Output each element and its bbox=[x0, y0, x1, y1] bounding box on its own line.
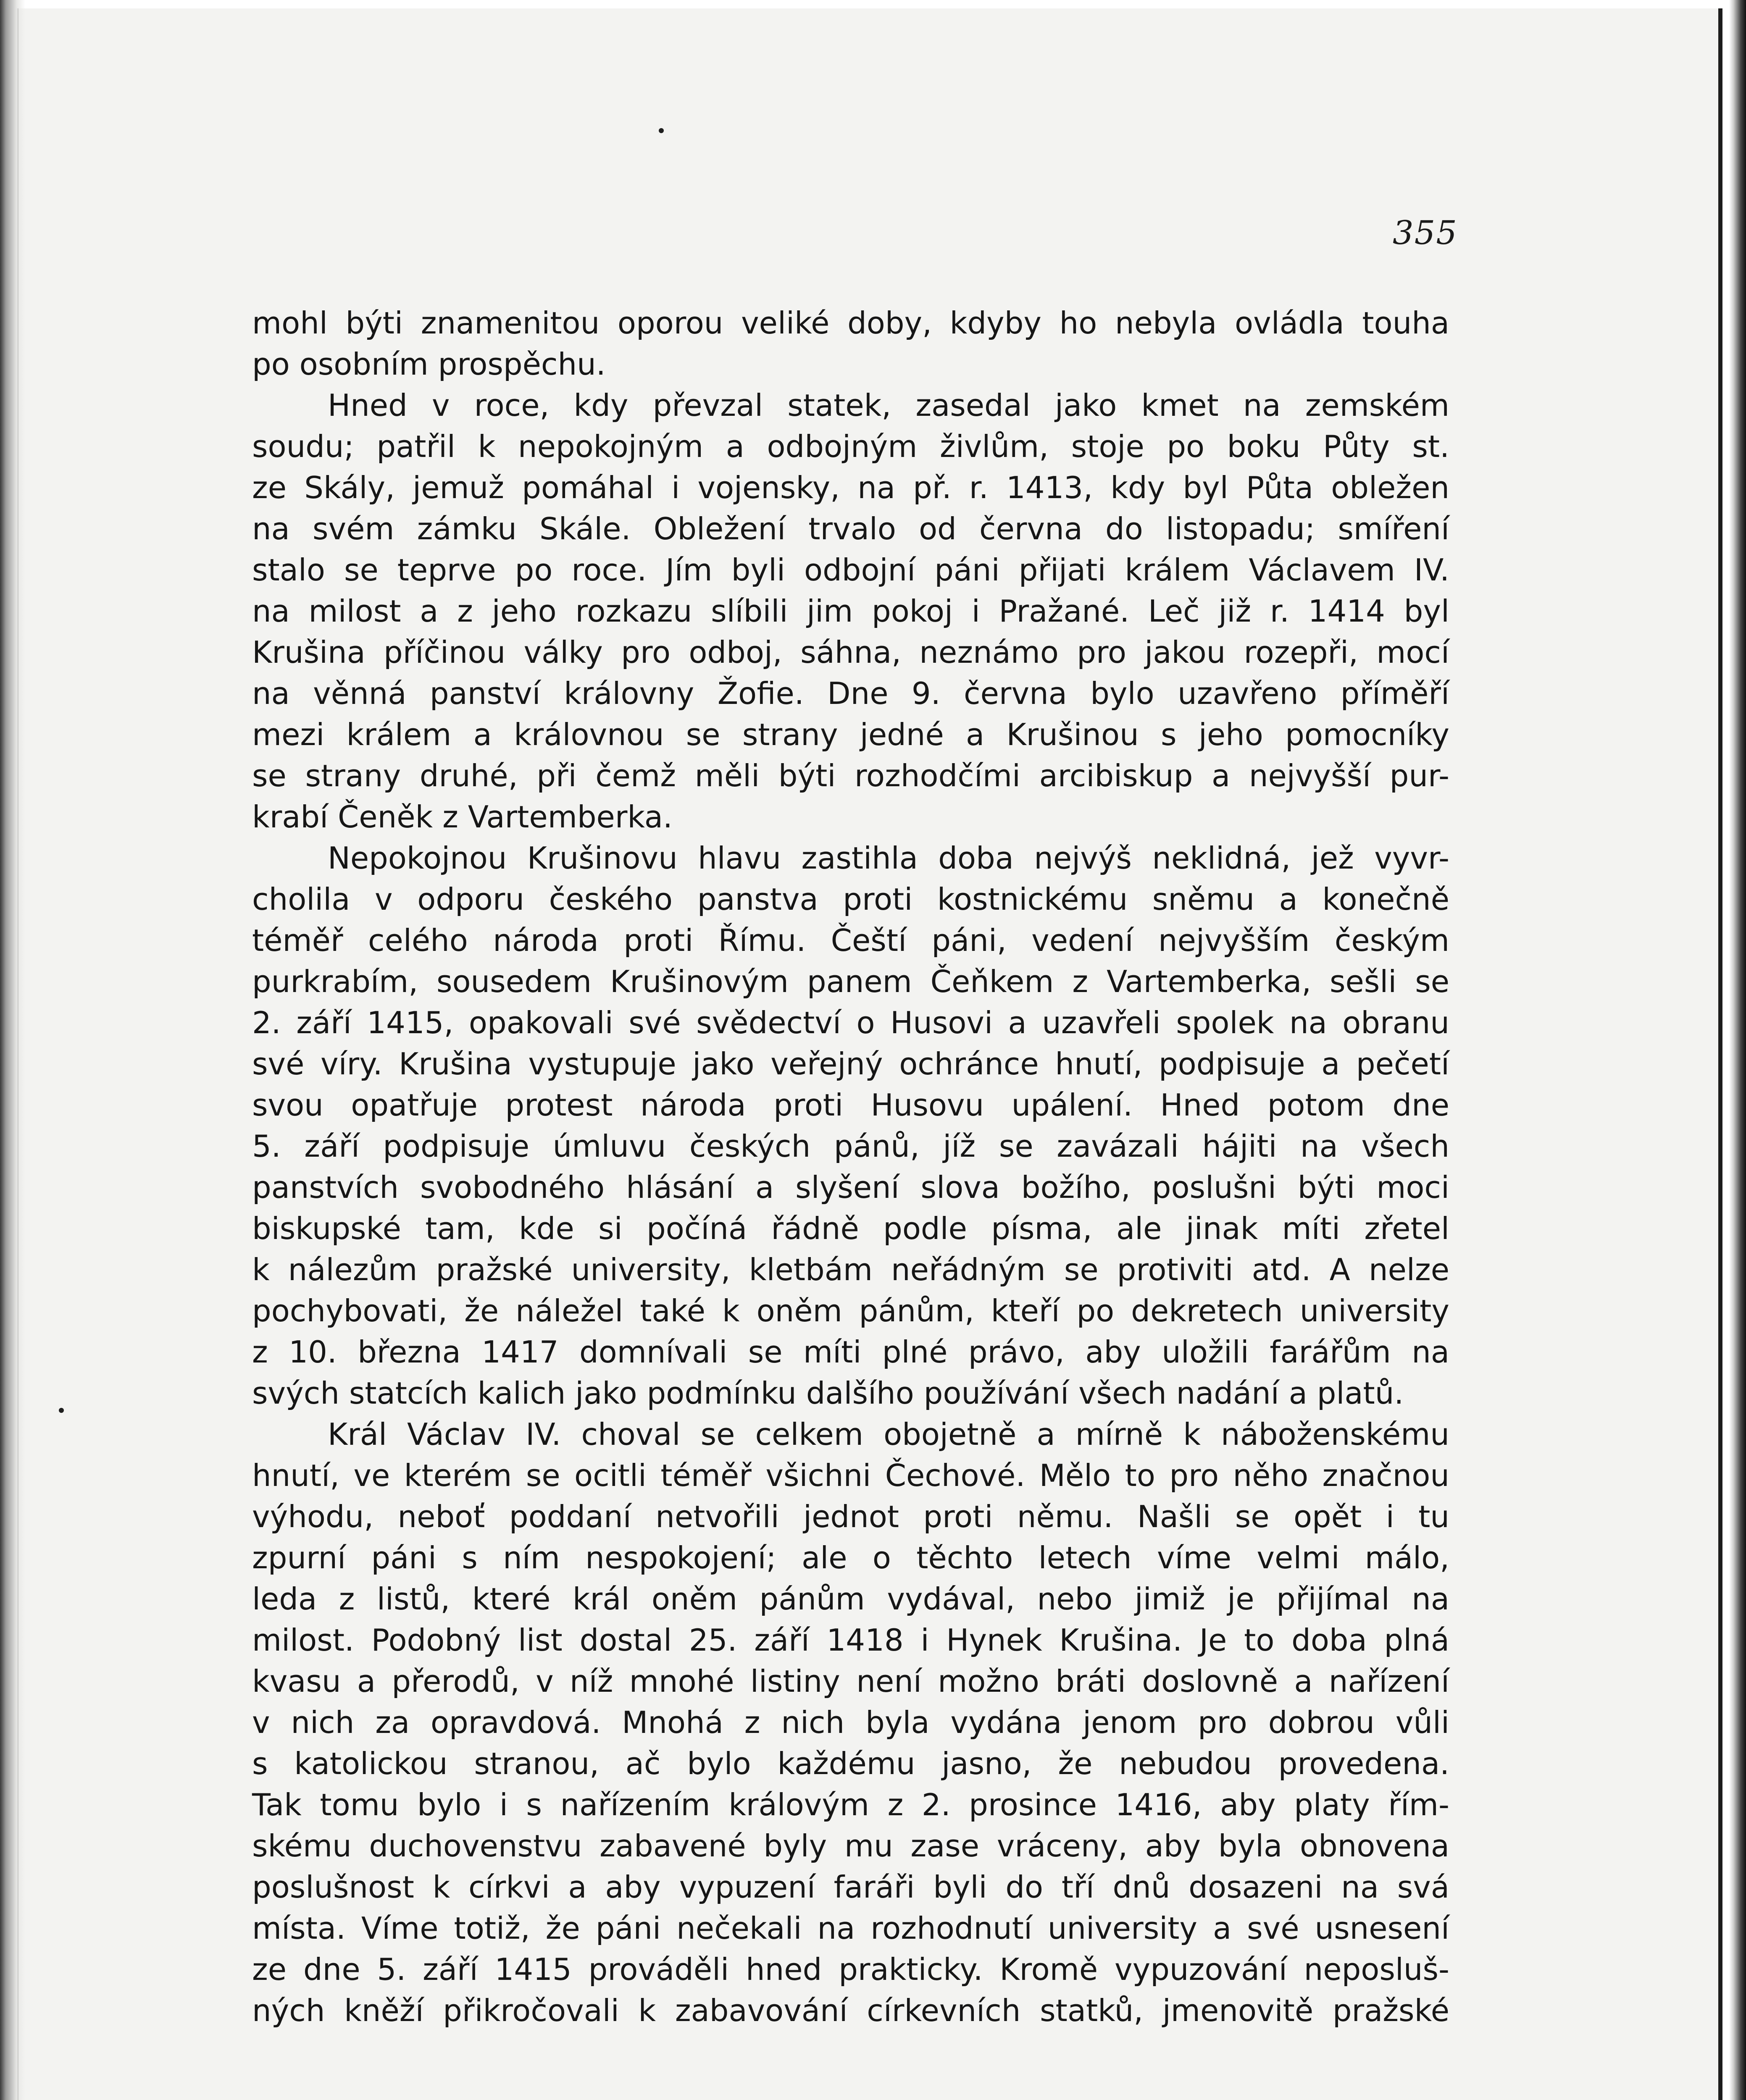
text-line: v nich za opravdová. Mnohá z nich byla vydána jenom pro dobrou vůli bbox=[252, 1705, 1449, 1740]
text-line: 2. září 1415, opakovali své svědectví o Husovi a uzavřeli spolek na obranu bbox=[252, 1005, 1449, 1040]
text-line: své víry. Krušina vystupuje jako veřejný ochránce hnutí, podpisuje a pečetí bbox=[252, 1046, 1449, 1082]
text-line: zpurní páni s ním nespokojení; ale o těchto letech víme velmi málo, bbox=[252, 1540, 1449, 1575]
text-line: po osobním prospěchu. bbox=[252, 346, 606, 382]
text-line: mohl býti znamenitou oporou veliké doby, kdyby ho nebyla ovládla touha bbox=[252, 305, 1449, 341]
text-line: poslušnost k církvi a aby vypuzení faráři byli do tří dnů dosazeni na svá bbox=[252, 1869, 1449, 1905]
text-line: 5. září podpisuje úmluvu českých pánů, jíž se zavázali hájiti na všech bbox=[252, 1129, 1449, 1164]
text-line: na věnná panství královny Žofie. Dne 9. června bylo uzavřeno příměří bbox=[252, 676, 1449, 711]
text-line: kvasu a přerodů, v níž mnohé listiny není možno bráti doslovně a nařízení bbox=[252, 1664, 1449, 1699]
body-text bbox=[252, 302, 1449, 2031]
paragraph-2 bbox=[252, 385, 1449, 837]
text-line: panstvích svobodného hlásání a slyšení slova božího, poslušni býti moci bbox=[252, 1170, 1449, 1205]
text-line: stalo se teprve po roce. Jím byli odbojní páni přijati králem Václavem IV. bbox=[252, 552, 1449, 588]
paragraph-1 bbox=[252, 302, 1449, 385]
text-line: mezi králem a královnou se strany jedné a Krušinou s jeho pomocníky bbox=[252, 717, 1449, 752]
text-line: místa. Víme totiž, že páni nečekali na rozhodnutí university a své usnesení bbox=[252, 1911, 1449, 1946]
text-line: Nepokojnou Krušinovu hlavu zastihla doba nejvýš neklidná, jež vyvr- bbox=[328, 840, 1449, 876]
ink-speck bbox=[659, 128, 664, 133]
text-line: téměř celého národa proti Římu. Čeští páni, vedení nejvyšším českým bbox=[252, 923, 1449, 958]
text-line: biskupské tam, kde si počíná řádně podle písma, ale jinak míti zřetel bbox=[252, 1211, 1449, 1246]
text-line: na svém zámku Skále. Obležení trvalo od června do listopadu; smíření bbox=[252, 511, 1449, 546]
text-line: svou opatřuje protest národa proti Husovu upálení. Hned potom dne bbox=[252, 1087, 1449, 1123]
text-line: se strany druhé, při čemž měli býti rozhodčími arcibiskup a nejvyšší pur- bbox=[252, 758, 1449, 793]
text-line: k nálezům pražské university, kletbám neřádným se protiviti atd. A nelze bbox=[252, 1252, 1449, 1287]
text-line: leda z listů, které král oněm pánům vydával, nebo jimiž je přijímal na bbox=[252, 1581, 1449, 1617]
text-line: Hned v roce, kdy převzal statek, zasedal jako kmet na zemském bbox=[328, 388, 1449, 423]
text-line: na milost a z jeho rozkazu slíbili jim pokoj i Pražané. Leč již r. 1414 byl bbox=[252, 593, 1449, 629]
text-line: Krušina příčinou války pro odboj, sáhna, neznámo pro jakou rozepři, mocí bbox=[252, 635, 1449, 670]
page-binding-shadow bbox=[0, 0, 25, 2100]
text-line: ze Skály, jemuž pomáhal i vojensky, na př. r. 1413, kdy byl Půta obležen bbox=[252, 470, 1449, 505]
text-line: purkrabím, sousedem Krušinovým panem Čeňkem z Vartemberka, sešli se bbox=[252, 964, 1449, 999]
text-line: Král Václav IV. choval se celkem obojetně a mírně k náboženskému bbox=[328, 1417, 1449, 1452]
text-line: pochybovati, že náležel také k oněm pánům, kteří po dekretech university bbox=[252, 1293, 1449, 1328]
paragraph-4 bbox=[252, 1414, 1449, 2031]
text-line: Tak tomu bylo i s nařízením královým z 2. prosince 1416, aby platy řím- bbox=[252, 1787, 1449, 1822]
text-line: s katolickou stranou, ač bylo každému jasno, že nebudou provedena. bbox=[252, 1746, 1449, 1781]
page-number: 355 bbox=[1393, 214, 1458, 252]
text-line: z 10. března 1417 domnívali se míti plné právo, aby uložili farářům na bbox=[252, 1334, 1449, 1370]
text-line: ze dne 5. září 1415 prováděli hned prakticky. Kromě vypuzování neposluš- bbox=[252, 1952, 1449, 1987]
ink-speck bbox=[59, 1408, 64, 1413]
text-line: cholila v odporu českého panstva proti kostnickému sněmu a konečně bbox=[252, 882, 1449, 917]
paragraph-3 bbox=[252, 837, 1449, 1414]
text-line: svých statcích kalich jako podmínku dalšího používání všech nadání a platů. bbox=[252, 1376, 1404, 1411]
text-line: výhodu, neboť poddaní netvořili jednot proti němu. Našli se opět i tu bbox=[252, 1499, 1449, 1534]
text-line: hnutí, ve kterém se ocitli téměř všichni Čechové. Mělo to pro něho značnou bbox=[252, 1458, 1449, 1493]
page-edge-shadow bbox=[1729, 0, 1746, 2100]
text-line: milost. Podobný list dostal 25. září 1418 i Hynek Krušina. Je to doba plná bbox=[252, 1622, 1449, 1658]
text-line: krabí Čeněk z Vartemberka. bbox=[252, 799, 673, 835]
text-line: skému duchovenstvu zabavené byly mu zase vráceny, aby byla obnovena bbox=[252, 1828, 1449, 1864]
text-line: soudu; patřil k nepokojným a odbojným živlům, stoje po boku Půty st. bbox=[252, 429, 1449, 464]
text-line: ných kněží přikročovali k zabavování církevních statků, jmenovitě pražské bbox=[252, 1993, 1449, 2028]
